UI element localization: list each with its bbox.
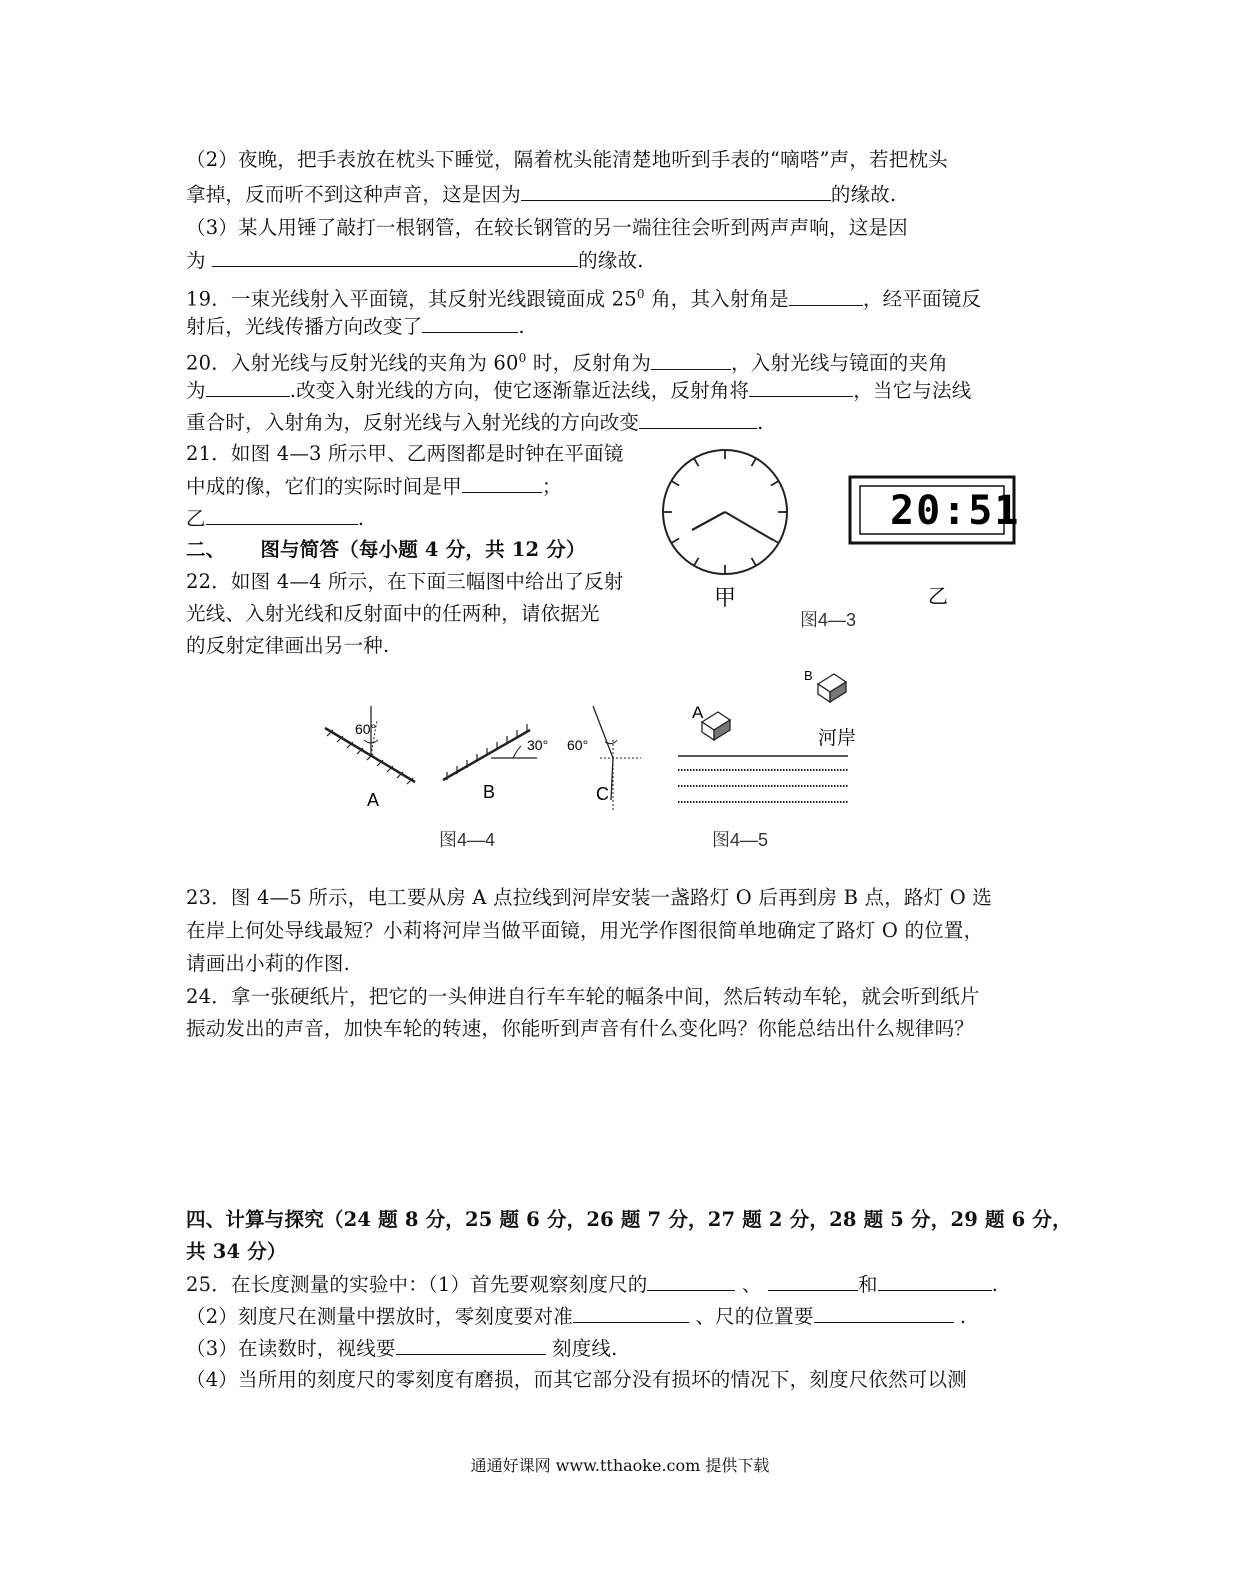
answer-blank[interactable] [651, 349, 731, 370]
label-jia: 甲 [714, 585, 737, 610]
clock-tick [671, 539, 679, 544]
answer-blank[interactable] [768, 1270, 858, 1291]
section-2-heading: 二、 图与简答（每小题 4 分，共 12 分） [186, 538, 586, 561]
q23-line3: 请画出小莉的作图. [186, 952, 350, 975]
answer-blank[interactable] [521, 180, 831, 201]
label-a: A [367, 790, 380, 810]
q24-line1: 24．拿一张硬纸片，把它的一头伸进自行车车轮的幅条中间，然后转动车轮，就会听到纸片 [186, 985, 980, 1008]
answer-blank[interactable] [206, 376, 290, 397]
q18-part3-line1: （3）某人用锤了敲打一根钢管，在较长钢管的另一端往往会听到两声声响，这是因 [186, 216, 908, 239]
answer-blank[interactable] [789, 285, 863, 306]
diagram-b [443, 724, 537, 780]
label-a: A [692, 703, 704, 722]
answer-blank[interactable] [212, 246, 578, 267]
q18-part2-line2: 拿掉，反而听不到这种声音，这是因为 的缘故. [186, 180, 896, 209]
q25-line4: （4）当所用的刻度尺的零刻度有磨损，而其它部分没有损坏的情况下，刻度尺依然可以测 [186, 1368, 967, 1391]
diagram-a [325, 706, 415, 784]
answer-blank[interactable] [878, 1270, 992, 1291]
answer-blank[interactable] [647, 1270, 735, 1291]
clock-tick [771, 481, 779, 486]
answer-blank[interactable] [462, 472, 542, 493]
answer-blank[interactable] [206, 504, 358, 525]
section-4-heading-line1: 四、计算与探究（24 题 8 分，25 题 6 分，26 题 7 分，27 题 2 分，28 题 5 分，29 题 6 分， [186, 1208, 1072, 1231]
q19-line2: 射后，光线传播方向改变了 . [186, 312, 525, 341]
answer-blank[interactable] [396, 1334, 546, 1355]
answer-blank[interactable] [639, 408, 757, 429]
q25-line2: （2）刻度尺在测量中摆放时，零刻度要对准 、尺的位置要 . [186, 1302, 966, 1331]
analog-clock-image [663, 450, 787, 574]
clock-tick [752, 558, 757, 566]
angle-b-label: 30° [527, 737, 549, 753]
clock-tick [694, 558, 699, 566]
q21-line1: 21．如图 4—3 所示甲、乙两图都是时钟在平面镜 [186, 442, 624, 465]
answer-blank[interactable] [814, 1302, 954, 1323]
label-c: C [596, 784, 609, 804]
q20-line2: 为 .改变入射光线的方向，使它逐渐靠近法线，反射角将 ，当它与法线 [186, 376, 971, 405]
q20-line1: 20．入射光线与反射光线的夹角为 $60^0$ 时，反射角为 ，入射光线与镜面的夹角 [186, 344, 948, 378]
q24-line2: 振动发出的声音，加快车轮的转速，你能听到声音有什么变化吗？你能总结出什么规律吗？ [186, 1017, 975, 1040]
q22-line1: 22．如图 4—4 所示，在下面三幅图中给出了反射 [186, 570, 624, 593]
q25-line1: 25．在长度测量的实验中：（1）首先要观察刻度尺的 、 和 . [186, 1270, 998, 1299]
label-b: B [483, 782, 496, 802]
q25-line3: （3）在读数时，视线要 刻度线. [186, 1334, 618, 1363]
angle-c-label: 60° [567, 737, 589, 753]
q22-line3: 的反射定律画出另一种. [186, 634, 390, 657]
q19-line1: 19．一束光线射入平面镜，其反射光线跟镜面成 $25^0$ 角，其入射角是 ，经平面镜反 [186, 280, 981, 314]
q21-line2: 中成的像，它们的实际时间是甲 ； [186, 472, 562, 501]
label-yi: 乙 [928, 586, 948, 608]
house-b-icon [818, 674, 846, 702]
clock-tick [752, 458, 757, 466]
q21-line3: 乙 . [186, 504, 364, 533]
label-b: B [804, 668, 813, 683]
q18-part2-line1: （2）夜晚，把手表放在枕头下睡觉，隔着枕头能清楚地听到手表的“嘀嗒”声，若把枕头 [186, 148, 948, 171]
clock-tick [694, 458, 699, 466]
figure-4-5 [670, 660, 870, 860]
q20-line3: 重合时，入射角为，反射光线与入射光线的方向改变 . [186, 408, 764, 437]
figure-4-3 [650, 445, 1050, 645]
digital-time-text: 20:51 [890, 488, 1021, 534]
q18-part3-line2: 为 的缘故. [186, 246, 644, 275]
river-bank-label: 河岸 [818, 727, 857, 749]
q23-line2: 在岸上何处导线最短？小莉将河岸当做平面镜，用光学作图很简单地确定了路灯 O 的位置， [186, 919, 984, 942]
section-4-heading-line2: 共 34 分） [186, 1240, 287, 1263]
page-footer: 通通好课网 www.tthaoke.com 提供下载 [470, 1456, 770, 1475]
house-a-icon [702, 712, 730, 740]
angle-a-label: 60° [355, 721, 377, 737]
answer-blank[interactable] [749, 376, 853, 397]
figure-4-3-caption: 图4—3 [800, 610, 857, 630]
q22-line2: 光线、入射光线和反射面中的任两种，请依据光 [186, 602, 600, 625]
river-bank-lines [678, 756, 848, 802]
answer-blank[interactable] [422, 312, 518, 333]
answer-blank[interactable] [573, 1302, 689, 1323]
figure-4-4-caption: 图4—4 [439, 830, 496, 850]
figure-4-4 [315, 700, 645, 860]
q23-line1: 23．图 4—5 所示，电工要从房 A 点拉线到河岸安装一盏路灯 O 后再到房 B 点，路灯 O 选 [186, 886, 992, 909]
clock-tick [671, 481, 679, 486]
figure-4-5-caption: 图4—5 [712, 830, 769, 850]
